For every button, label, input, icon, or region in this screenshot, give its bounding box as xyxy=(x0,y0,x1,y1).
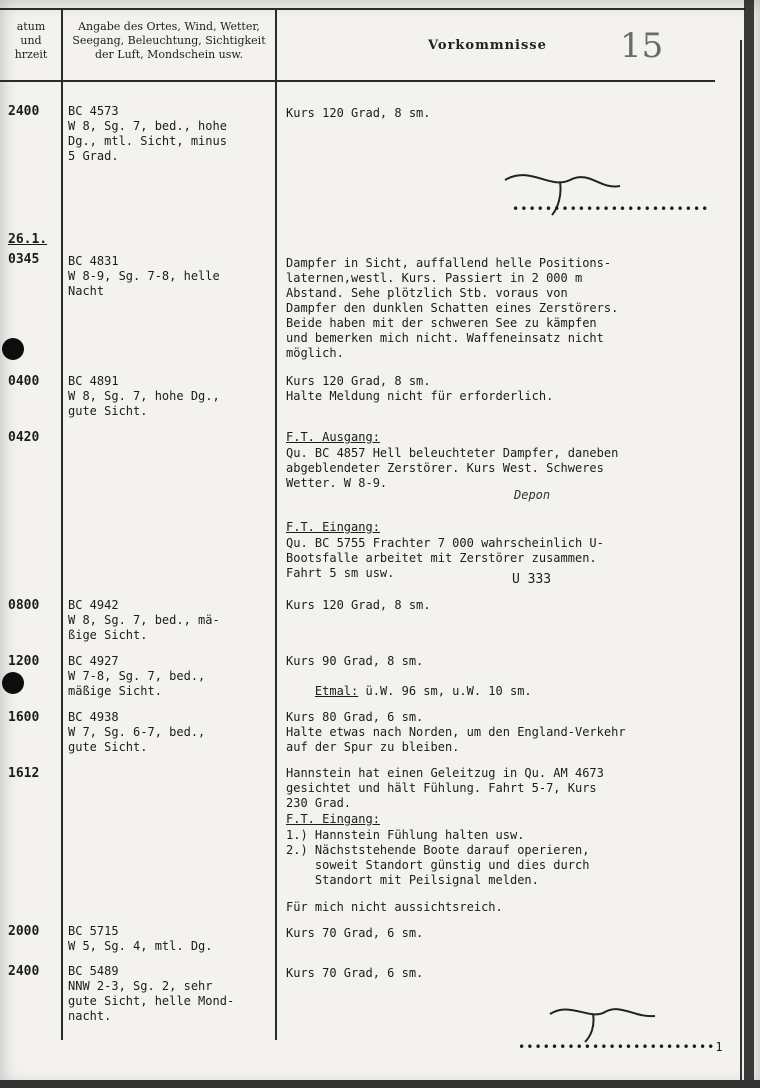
entry-time: 2400 xyxy=(8,964,40,979)
signature-dots: ••••••••••••••••••••••••1 xyxy=(518,1040,724,1054)
column-divider-1 xyxy=(61,8,63,1040)
entry-signature: Depon xyxy=(514,488,551,502)
entry-text: Kurs 70 Grad, 6 sm. xyxy=(286,966,424,980)
entry-place: BC 4942 W 8, Sg. 7, bed., mä- ßige Sicht. xyxy=(68,598,220,642)
entry-time: 2000 xyxy=(8,924,40,939)
signature-dots: •••••••••••••••••••••••• xyxy=(512,202,710,216)
punch-hole xyxy=(2,338,24,360)
entry-place: BC 4831 W 8-9, Sg. 7-8, helle Nacht xyxy=(68,254,220,298)
header-rule xyxy=(0,80,715,82)
boat-reference: U 333 xyxy=(512,572,552,587)
entry-time: 1600 xyxy=(8,710,40,725)
entry-place: BC 4891 W 8, Sg. 7, hohe Dg., gute Sicht. xyxy=(68,374,220,418)
header-col-place: Angabe des Ortes, Wind, Wetter, Seegang, Beleuchtung, Sichtigkeit der Luft, Mondschein usw. xyxy=(72,20,266,61)
etmal-line xyxy=(286,669,746,714)
column-divider-2 xyxy=(275,8,277,1040)
entry-list: 1.) Hannstein Fühlung halten usw. 2.) Nächststehende Boote darauf operieren, soweit Standort günstig und dies durch Standort mit Peilsignal melden. xyxy=(286,828,590,887)
entry-text: Dampfer in Sicht, auffallend helle Positions- laternen,westl. Kurs. Passiert in 2 000 m Abstand. Sehe plötzlich Stb. voraus von Dampfer den dunklen Schatten eines Zerstörers. Beide haben mit der schweren See zu kämpfen und bemerken mich nicht. Waffeneinsatz nicht möglich. xyxy=(286,256,619,360)
entry-heading: F.T. Eingang: xyxy=(286,812,380,826)
entry-text: Kurs 120 Grad, 8 sm. xyxy=(286,106,431,120)
entry-text: Kurs 120 Grad, 8 sm. Halte Meldung nicht für erforderlich. xyxy=(286,374,554,403)
entry-text: Hannstein hat einen Geleitzug in Qu. AM 4673 gesichtet und hält Fühlung. Fahrt 5-7, Kurs 230 Grad. xyxy=(286,766,604,810)
page-number: 15 xyxy=(620,26,664,66)
entry-text: Kurs 120 Grad, 8 sm. xyxy=(286,598,431,612)
entry-text: Kurs 90 Grad, 8 sm. xyxy=(286,654,424,668)
header-col-events: Vorkommnisse xyxy=(428,38,547,53)
entry-text: Kurs 80 Grad, 6 sm. Halte etwas nach Norden, um den England-Verkehr auf der Spur zu bleiben. xyxy=(286,710,626,754)
entry-time: 0800 xyxy=(8,598,40,613)
entry-place: BC 4927 W 7-8, Sg. 7, bed., mäßige Sicht. xyxy=(68,654,206,698)
entry-text: Kurs 70 Grad, 6 sm. xyxy=(286,926,424,940)
entry-heading: F.T. Ausgang: xyxy=(286,430,380,444)
top-rule xyxy=(0,8,745,10)
page-edge-bottom xyxy=(0,1080,760,1088)
entry-time: 0400 xyxy=(8,374,40,389)
entry-text: Qu. BC 5755 Frachter 7 000 wahrscheinlich U- Bootsfalle arbeitet mit Zerstörer zusammen. Fahrt 5 sm usw. xyxy=(286,536,604,580)
etmal-label: Etmal: xyxy=(314,684,359,698)
etmal-values: ü.W. 96 sm, u.W. 10 sm. xyxy=(358,684,532,698)
entry-time: 0345 xyxy=(8,252,40,267)
signature-mark xyxy=(545,996,665,1046)
header-col-date: atum und hrzeit xyxy=(14,20,48,61)
entry-time: 2400 xyxy=(8,104,40,119)
date-marker: 26.1. xyxy=(8,232,48,247)
entry-place: BC 5489 NNW 2-3, Sg. 2, sehr gute Sicht, helle Mond- nacht. xyxy=(68,964,235,1023)
entry-time: 0420 xyxy=(8,430,40,445)
entry-after: Für mich nicht aussichtsreich. xyxy=(286,900,503,914)
entry-place: BC 5715 W 5, Sg. 4, mtl. Dg. xyxy=(68,924,213,953)
entry-text: Qu. BC 4857 Hell beleuchteter Dampfer, daneben abgeblendeter Zerstörer. Kurs West. Schweres Wetter. W 8-9. xyxy=(286,446,619,490)
punch-hole xyxy=(2,672,24,694)
entry-heading: F.T. Eingang: xyxy=(286,520,380,534)
entry-place: BC 4573 W 8, Sg. 7, bed., hohe Dg., mtl. Sicht, minus 5 Grad. xyxy=(68,104,227,163)
entry-time: 1612 xyxy=(8,766,40,781)
entry-place: BC 4938 W 7, Sg. 6-7, bed., gute Sicht. xyxy=(68,710,206,754)
entry-time: 1200 xyxy=(8,654,40,669)
